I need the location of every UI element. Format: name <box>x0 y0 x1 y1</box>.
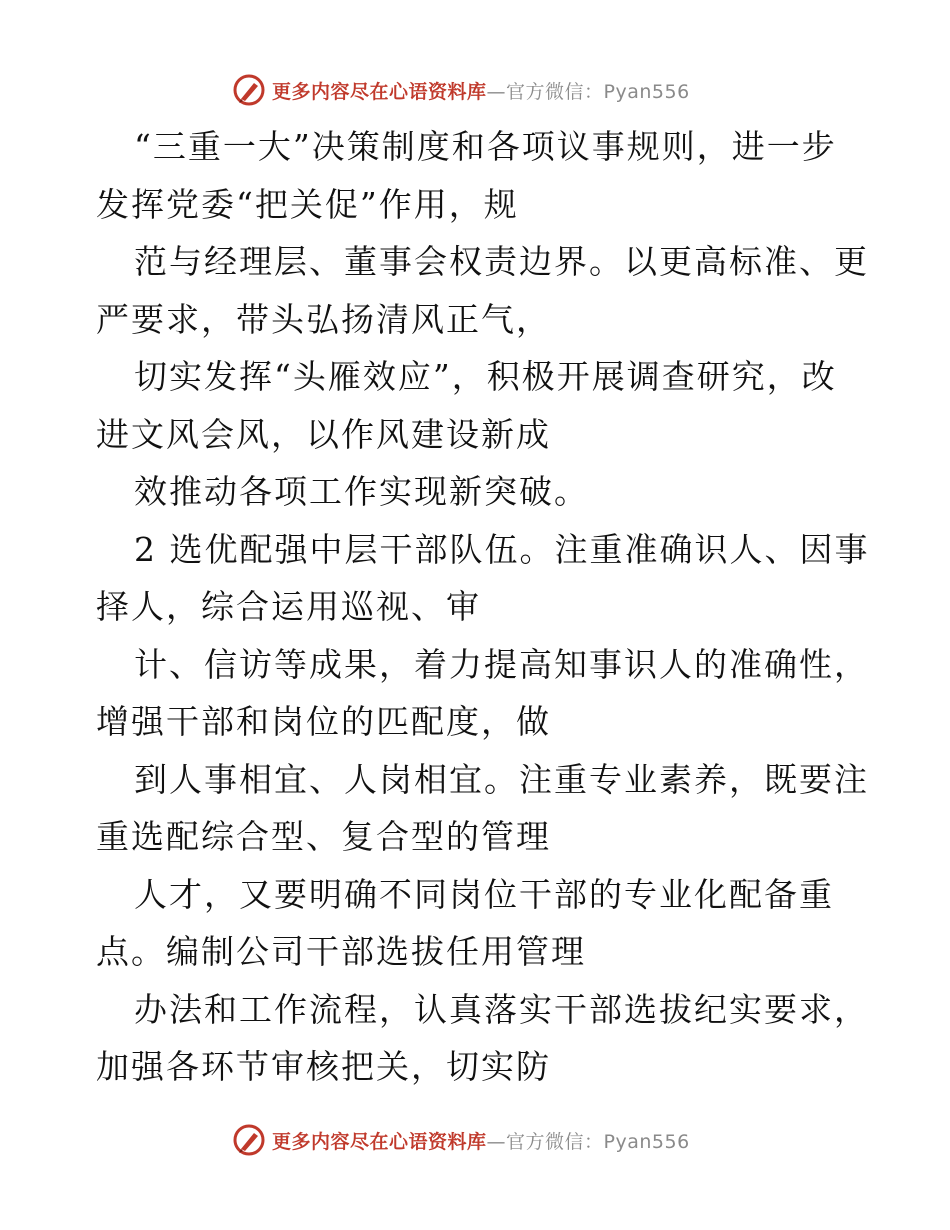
text-line: 到人事相宜、人岗相宜。注重专业素养，既要注 <box>134 759 869 799</box>
banner-dash: — <box>486 1130 507 1153</box>
text-line: 点。编制公司干部选拔任用管理 <box>96 932 586 971</box>
footer-banner <box>232 1122 690 1158</box>
document-body <box>96 118 876 1096</box>
text-line: 2 选优配强中层干部队伍。注重准确识人、因事 <box>134 529 870 569</box>
banner-wechat-id: 官方微信：Pyan556 <box>506 1130 690 1153</box>
text-line: 人才，又要明确不同岗位干部的专业化配备重 <box>134 874 834 914</box>
text-line: 择人，综合运用巡视、审 <box>96 587 481 626</box>
text-line: “三重一大”决策制度和各项议事规则，进一步 <box>134 127 837 166</box>
banner-site-name: 更多内容尽在心语资料库 <box>272 1130 487 1153</box>
text-line: 切实发挥“头雁效应”，积极开展调查研究，改 <box>134 357 837 396</box>
text-line: 办法和工作流程，认真落实干部选拔纪实要求， <box>134 989 869 1029</box>
pen-logo-icon <box>232 1123 266 1157</box>
pen-logo-icon <box>232 73 266 107</box>
text-line: 计、信访等成果，着力提高知事识人的准确性， <box>134 644 869 684</box>
text-line: 范与经理层、董事会权责边界。以更高标准、更 <box>134 242 869 281</box>
text-line: 进文风会风，以作风建设新成 <box>96 414 551 454</box>
text-line: 发挥党委“把关促”作用，规 <box>96 184 519 224</box>
banner-dash: — <box>486 80 507 103</box>
header-banner <box>232 72 690 108</box>
text-line: 增强干部和岗位的匹配度，做 <box>96 702 551 741</box>
text-line: 效推动各项工作实现新突破。 <box>134 472 589 511</box>
text-line: 严要求，带头弘扬清风正气， <box>96 299 551 339</box>
text-line: 加强各环节审核把关，切实防 <box>96 1047 551 1086</box>
text-line: 重选配综合型、复合型的管理 <box>96 817 551 856</box>
banner-site-name: 更多内容尽在心语资料库 <box>272 80 487 103</box>
banner-wechat-id: 官方微信：Pyan556 <box>506 80 690 103</box>
